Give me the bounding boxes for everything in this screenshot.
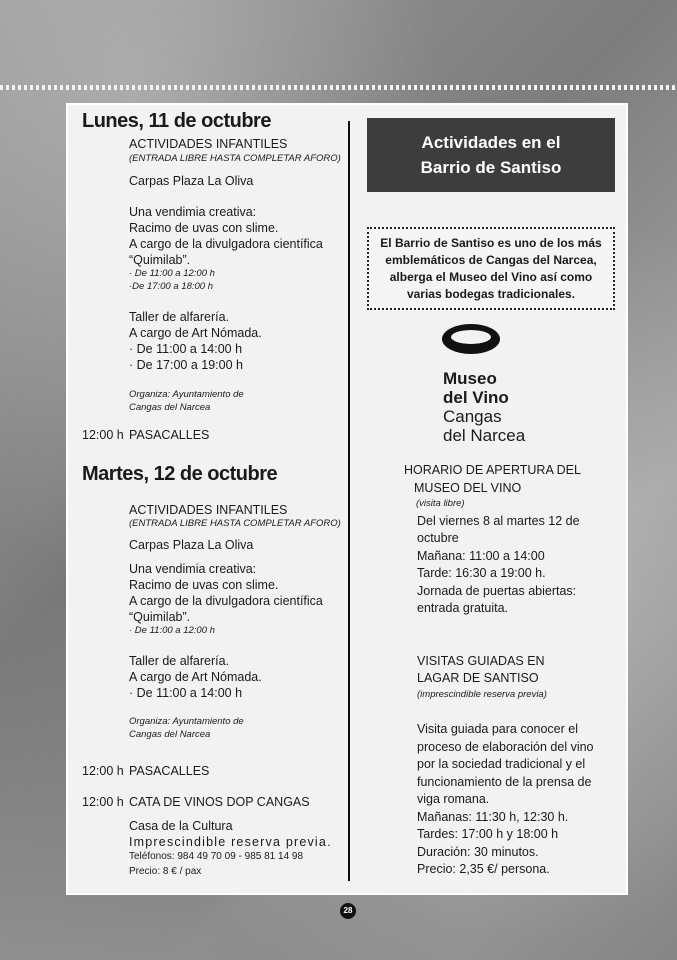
visitas-line: Precio: 2,35 €/ persona.	[417, 862, 550, 876]
page-number: 28	[340, 903, 356, 919]
tuesday-vendimia-line: Racimo de uvas con slime.	[129, 578, 279, 592]
tuesday-vendimia-line: A cargo de la divulgadora científica	[129, 594, 323, 608]
museum-logo-text	[443, 369, 525, 445]
intro-box	[367, 227, 615, 310]
monday-taller-time: · De 17:00 a 19:00 h	[129, 358, 243, 372]
tuesday-venue: Carpas Plaza La Oliva	[129, 538, 254, 552]
monday-venue: Carpas Plaza La Oliva	[129, 174, 254, 188]
tuesday-activities-note: (ENTRADA LIBRE HASTA COMPLETAR AFORO)	[129, 518, 341, 529]
logo-line: Cangas	[443, 407, 502, 426]
horario-line: Jornada de puertas abiertas:	[417, 584, 577, 598]
horario-title: MUSEO DEL VINO	[414, 481, 522, 495]
visitas-line: proceso de elaboración del vino	[417, 740, 594, 754]
visitas-line: viga romana.	[417, 792, 490, 806]
section-title-line: Barrio de Santiso	[420, 158, 562, 177]
horario-line: Mañana: 11:00 a 14:00	[417, 549, 545, 563]
monday-taller-line: Taller de alfarería.	[129, 310, 230, 324]
monday-vendimia-line: “Quimilab”.	[129, 253, 191, 267]
intro-line: alberga el Museo del Vino así como	[389, 270, 593, 284]
visitas-note: (imprescindible reserva previa)	[417, 689, 547, 700]
tuesday-organiza: Cangas del Narcea	[129, 729, 211, 740]
tuesday-organiza: Organiza: Ayuntamiento de	[129, 716, 244, 727]
logo-line: Museo	[443, 369, 497, 388]
tuesday-cata-venue: Casa de la Cultura	[129, 819, 233, 833]
visitas-line: Tardes: 17:00 h y 18:00 h	[417, 827, 559, 841]
monday-vendimia-time: ·De 17:00 a 18:00 h	[129, 281, 213, 292]
monday-activities-title: ACTIVIDADES INFANTILES	[129, 137, 288, 151]
monday-organiza: Organiza: Ayuntamiento de	[129, 389, 244, 400]
wine-bowl-logo-icon	[440, 322, 502, 362]
tuesday-vendimia-line: Una vendimia creativa:	[129, 562, 257, 576]
visitas-line: por la sociedad tradicional y el	[417, 757, 586, 771]
tuesday-vendimia-time: · De 11:00 a 12:00 h	[129, 625, 215, 636]
visitas-title: VISITAS GUIADAS EN	[417, 654, 545, 668]
horario-title: HORARIO DE APERTURA DEL	[404, 463, 581, 477]
visitas-line: funcionamiento de la prensa de	[417, 775, 592, 789]
tuesday-cata-reserva: Imprescindible reserva previa.	[129, 835, 332, 849]
tuesday-taller-line: A cargo de Art Nómada.	[129, 670, 262, 684]
column-divider	[348, 121, 350, 881]
horario-line: entrada gratuita.	[417, 601, 509, 615]
monday-vendimia-line: Racimo de uvas con slime.	[129, 221, 279, 235]
tuesday-heading: Martes, 12 de octubre	[82, 463, 278, 485]
tuesday-cata-phones: Teléfonos: 984 49 70 09 - 985 81 14 98	[129, 851, 304, 862]
section-title-box	[367, 118, 615, 192]
monday-vendimia-time: · De 11:00 a 12:00 h	[129, 268, 215, 279]
visitas-line: Visita guiada para conocer el	[417, 722, 578, 736]
tuesday-cata-price: Precio: 8 € / pax	[129, 866, 202, 877]
horario-line: octubre	[417, 531, 459, 545]
horario-note: (visita libre)	[416, 498, 465, 509]
tuesday-taller-line: Taller de alfarería.	[129, 654, 230, 668]
intro-line: emblemáticos de Cangas del Narcea,	[385, 253, 597, 267]
dotted-rule	[0, 85, 677, 90]
monday-vendimia-line: A cargo de la divulgadora científica	[129, 237, 323, 251]
tuesday-cata-time: 12:00 h	[82, 795, 124, 809]
visitas-title: LAGAR DE SANTISO	[417, 671, 539, 685]
intro-line: El Barrio de Santiso es uno de los más	[380, 236, 602, 250]
logo-line: del Vino	[443, 388, 509, 407]
monday-pasacalles-time: 12:00 h	[82, 428, 124, 442]
monday-pasacalles-label: PASACALLES	[129, 428, 210, 442]
monday-heading: Lunes, 11 de octubre	[82, 110, 271, 132]
tuesday-activities-title: ACTIVIDADES INFANTILES	[129, 503, 288, 517]
visitas-line: Duración: 30 minutos.	[417, 845, 539, 859]
tuesday-cata-label: CATA DE VINOS DOP CANGAS	[129, 795, 310, 809]
tuesday-pasacalles-label: PASACALLES	[129, 764, 210, 778]
tuesday-taller-time: · De 11:00 a 14:00 h	[129, 686, 243, 700]
monday-organiza: Cangas del Narcea	[129, 402, 211, 413]
monday-taller-time: · De 11:00 a 14:00 h	[129, 342, 243, 356]
monday-activities-note: (ENTRADA LIBRE HASTA COMPLETAR AFORO)	[129, 153, 341, 164]
horario-line: Del viernes 8 al martes 12 de	[417, 514, 580, 528]
monday-vendimia-line: Una vendimia creativa:	[129, 205, 257, 219]
tuesday-vendimia-line: “Quimilab”.	[129, 610, 191, 624]
visitas-line: Mañanas: 11:30 h, 12:30 h.	[417, 810, 569, 824]
intro-line: varias bodegas tradicionales.	[406, 287, 576, 301]
monday-taller-line: A cargo de Art Nómada.	[129, 326, 262, 340]
section-title-line: Actividades en el	[421, 133, 561, 152]
logo-line: del Narcea	[443, 426, 526, 445]
horario-line: Tarde: 16:30 a 19:00 h.	[417, 566, 546, 580]
tuesday-pasacalles-time: 12:00 h	[82, 764, 124, 778]
